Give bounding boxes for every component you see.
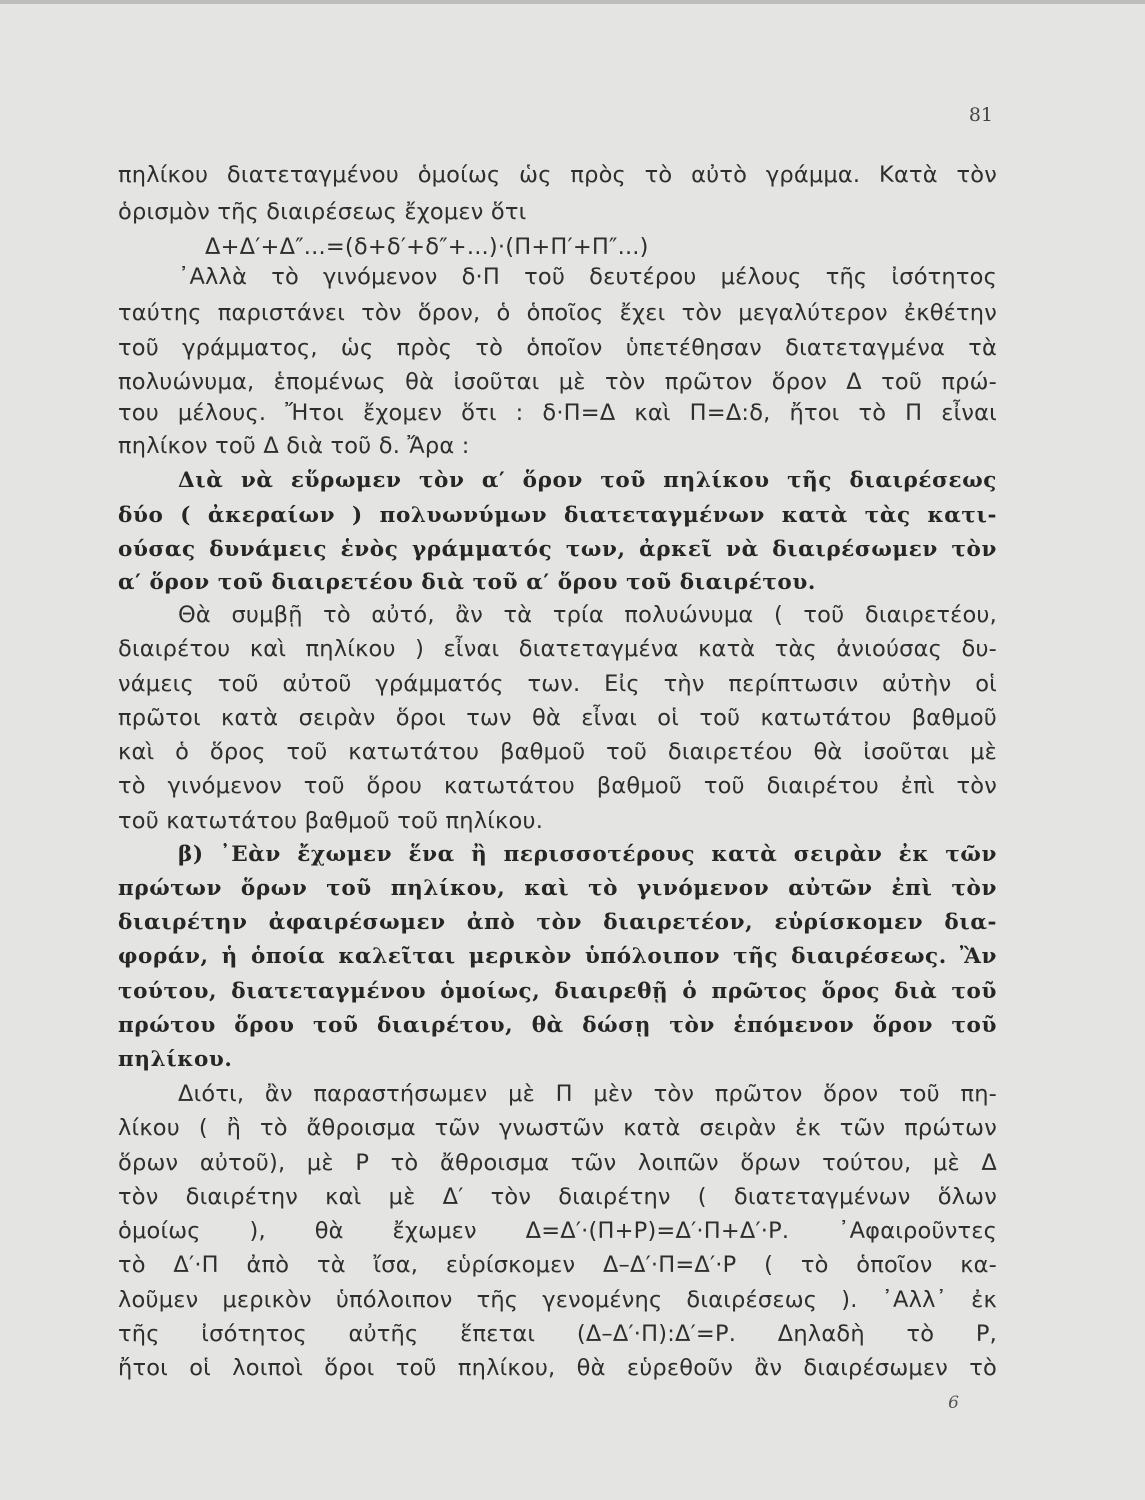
text-line: τοῦ γράμματος, ὡς πρὸς τὸ ὁποῖον ὑπετέθησαν διατεταγμένα τὰ [118,335,997,361]
page-number: 81 [968,104,993,126]
rule-line: ούσας δυνάμεις ἑνὸς γράμματός των, ἀρκεῖ νὰ διαιρέσωμεν τὸν [118,537,997,562]
rule-line: α′ ὅρον τοῦ διαιρετέου διὰ τοῦ α′ ὅρου τοῦ διαιρέτου. [118,570,816,595]
text-line: ὅρων αὐτοῦ), μὲ Ρ τὸ ἄθροισμα τῶν λοιπῶν ὅρων τούτου, μὲ Δ [118,1150,997,1176]
text-line: πολυώνυμα, ἑπομένως θὰ ἰσοῦται μὲ τὸν πρῶτον ὅρον Δ τοῦ πρώ- [118,369,997,395]
signature-mark: 6 [948,1393,959,1413]
text-line: τοῦ κατωτάτου βαθμοῦ τοῦ πηλίκου. [118,808,544,834]
text-line: διαιρέτου καὶ πηλίκου ) εἶναι διατεταγμένα κατὰ τὰς ἀνιούσας δυ- [118,636,997,662]
text-line: νάμεις τοῦ αὐτοῦ γράμματός των. Εἰς τὴν περίπτωσιν αὐτὴν οἱ [118,671,997,697]
scan-top-edge [0,0,1145,4]
text-line: ταύτης παριστάνει τὸν ὅρον, ὁ ὁποῖος ἔχει τὸν μεγαλύτερον ἐκθέτην [118,300,997,326]
rule-line: πρώτων ὅρων τοῦ πηλίκου, καὶ τὸ γινόμενον αὐτῶν ἐπὶ τὸν [118,876,997,901]
text-line: ὁρισμὸν τῆς διαιρέσεως ἔχομεν ὅτι [118,199,527,225]
text-line: του μέλους. Ἤτοι ἔχομεν ὅτι : δ·Π=Δ καὶ Π=Δ:δ, ἤτοι τὸ Π εἶναι [118,400,997,426]
text-line: τὸ Δ′·Π ἀπὸ τὰ ἴσα, εὑρίσκομεν Δ–Δ′·Π=Δ′·Ρ ( τὸ ὁποῖον κα- [118,1252,997,1278]
text-line: καὶ ὁ ὅρος τοῦ κατωτάτου βαθμοῦ τοῦ διαιρετέου θὰ ἰσοῦται μὲ [118,739,997,765]
text-line: ἤτοι οἱ λοιποὶ ὅροι τοῦ πηλίκου, θὰ εὑρεθοῦν ἂν διαιρέσωμεν τὸ [118,1355,997,1381]
rule-line: δύο ( ἀκεραίων ) πολυωνύμων διατεταγμένων κατὰ τὰς κατι- [118,503,997,528]
rule-line: διαιρέτην ἀφαιρέσωμεν ἀπὸ τὸν διαιρετέον, εὑρίσκομεν δια- [118,910,997,935]
rule-line: Διὰ νὰ εὕρωμεν τὸν α′ ὅρον τοῦ πηλίκου τῆς διαιρέσεως [178,468,997,493]
rule-line: φοράν, ἡ ὁποία καλεῖται μερικὸν ὑπόλοιπον τῆς διαιρέσεως. Ἂν [118,944,997,969]
text-line: πηλίκον τοῦ Δ διὰ τοῦ δ. Ἄρα : [118,433,470,459]
text-line: Διότι, ἂν παραστήσωμεν μὲ Π μὲν τὸν πρῶτον ὅρον τοῦ πη- [178,1081,997,1107]
rule-line: β) ᾿Εὰν ἔχωμεν ἕνα ἢ περισσοτέρους κατὰ σειρὰν ἐκ τῶν [178,842,997,867]
text-line: λοῦμεν μερικὸν ὑπόλοιπον τῆς γενομένης διαιρέσεως ). ᾿Αλλ᾿ ἐκ [118,1287,997,1313]
text-line: ᾿Αλλὰ τὸ γινόμενον δ·Π τοῦ δευτέρου μέλους τῆς ἰσότητος [178,264,997,290]
text-line: ὁμοίως ), θὰ ἔχωμεν Δ=Δ′·(Π+Ρ)=Δ′·Π+Δ′·Ρ. ᾿Αφαιροῦντες [118,1218,997,1244]
formula-line: Δ+Δ′+Δ″...=(δ+δ′+δ″+...)·(Π+Π′+Π″...) [205,234,649,260]
text-line: πηλίκου διατεταγμένου ὁμοίως ὡς πρὸς τὸ αὐτὸ γράμμα. Κατὰ τὸν [118,162,997,188]
text-line: τῆς ἰσότητος αὐτῆς ἕπεται (Δ–Δ′·Π):Δ′=Ρ. Δηλαδὴ τὸ Ρ, [118,1321,997,1347]
text-line: Θὰ συμβῇ τὸ αὐτό, ἂν τὰ τρία πολυώνυμα ( τοῦ διαιρετέου, [178,602,997,628]
text-line: λίκου ( ἢ τὸ ἄθροισμα τῶν γνωστῶν κατὰ σειρὰν ἐκ τῶν πρώτων [118,1115,997,1141]
rule-line: τούτου, διατεταγμένου ὁμοίως, διαιρεθῇ ὁ πρῶτος ὅρος διὰ τοῦ [118,979,997,1004]
rule-line: πρώτου ὅρου τοῦ διαιρέτου, θὰ δώσῃ τὸν ἑπόμενον ὅρον τοῦ [118,1013,997,1038]
text-line: πρῶτοι κατὰ σειρὰν ὅροι των θὰ εἶναι οἱ τοῦ κατωτάτου βαθμοῦ [118,705,997,731]
rule-line: πηλίκου. [118,1047,233,1072]
text-line: τὸν διαιρέτην καὶ μὲ Δ′ τὸν διαιρέτην ( διατεταγμένων ὅλων [118,1184,997,1210]
text-line: τὸ γινόμενον τοῦ ὅρου κατωτάτου βαθμοῦ τοῦ διαιρέτου ἐπὶ τὸν [118,773,997,799]
